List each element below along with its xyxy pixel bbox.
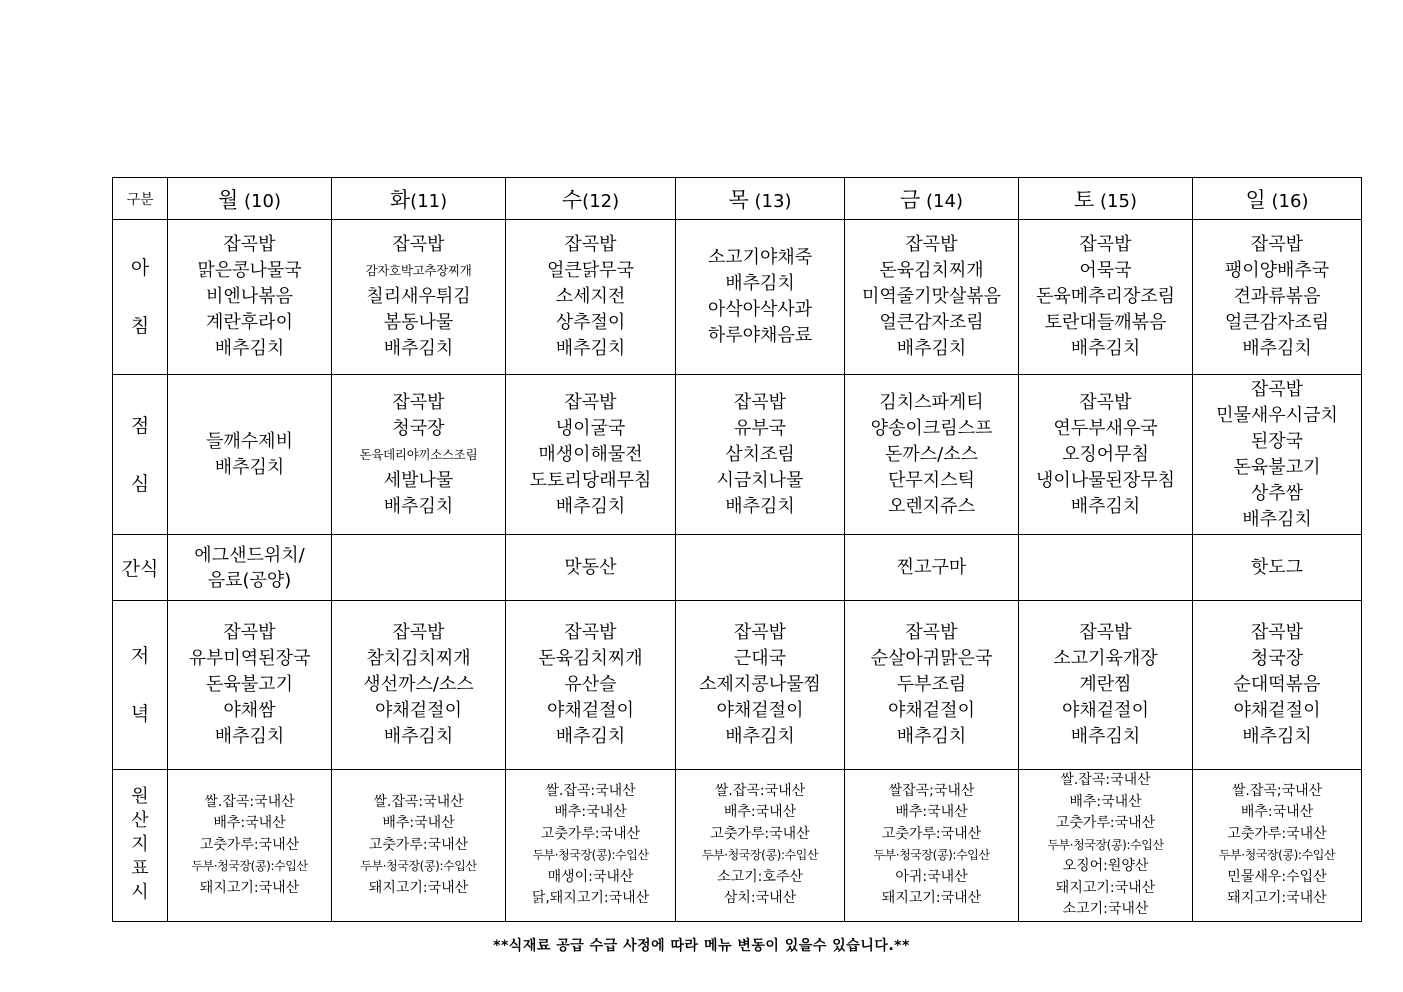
menu-item: 잡곡밥 [733,391,787,413]
menu-item: 매생이:국내산 [547,868,634,885]
origin-cell [332,770,506,922]
menu-item: 에그샌드위치/ [194,544,305,566]
menu-item: 잡곡밥 [733,622,787,643]
menu-item: 미역줄기맛살볶음 [861,286,1002,307]
menu-item: 잡곡밥 [564,622,617,643]
menu-item: 견과류볶음 [1233,286,1321,307]
menu-item: 돈육데리야끼소스조림 [359,446,478,462]
header-row [113,178,1362,220]
menu-item: 봄동나물 [383,312,454,333]
menu-item: 오징어:원양산 [1062,858,1149,874]
menu-item: 고춧가루:국내산 [1055,815,1156,831]
day-header-sat: 토 (15) [1019,178,1193,220]
dinner-label: 저 녁 [113,601,168,770]
dinner-cell [845,601,1019,770]
menu-item: 잡곡밥 [223,622,276,643]
menu-item: 순살아귀맑은국 [870,648,993,669]
menu-item: 민물새우시금치 [1216,404,1338,426]
menu-item: 핫도그 [1250,557,1304,578]
menu-item: 고춧가루:국내산 [881,825,982,842]
origin-cell [845,770,1019,922]
menu-item: 얼큰감자조림 [879,312,984,333]
menu-item: 토란대들깨볶음 [1044,312,1167,333]
lunch-cell [1019,375,1193,535]
menu-item: 매생이해물전 [538,443,643,465]
lunch-cell [168,375,332,535]
menu-item: 삼치조림 [725,443,795,465]
menu-item: 소고기야채죽 [707,247,813,268]
menu-item: 삼치:국내산 [723,890,797,907]
menu-item: 아귀:국내산 [895,868,968,885]
menu-item: 맑은콩나물국 [197,260,302,281]
menu-item: 얼큰닭무국 [547,260,634,281]
menu-item: 냉이굴국 [555,417,626,439]
menu-item: 계란후라이 [206,312,293,333]
menu-item: 배추김치 [1242,726,1312,747]
menu-item: 쌀.잡곡:국내산 [545,782,636,799]
menu-item: 잡곡밥 [905,622,958,643]
menu-item: 배추김치 [1242,338,1312,359]
menu-item: 냉이나물된장무침 [1035,469,1176,491]
menu-item: 청국장 [392,417,445,439]
menu-item: 배추김치 [555,495,626,517]
menu-item: 배추김치 [214,726,285,747]
menu-item: 배추김치 [383,726,454,747]
dinner-cell [1193,601,1362,770]
menu-item: 배추김치 [1070,495,1141,517]
snack-label: 간식 [113,535,168,601]
menu-item: 배추:국내산 [1240,804,1314,821]
lunch-cell [506,375,676,535]
menu-item: 두부·청국장(콩):수입산 [1047,837,1164,852]
dinner-cell [676,601,845,770]
menu-item: 잡곡밥 [392,622,445,643]
menu-item: 두부조림 [896,674,967,695]
menu-item: 민물새우:수입산 [1227,868,1327,885]
menu-item: 얼큰감자조림 [1224,312,1330,333]
snack-cell [1193,535,1362,601]
menu-item: 감자호박고추장찌개 [365,263,472,278]
menu-item: 돈육불고기 [1233,456,1321,478]
menu-item: 상추쌈 [1250,482,1304,504]
menu-item: 고춧가루:국내산 [199,836,300,853]
day-header-sun: 일 (16) [1193,178,1362,220]
menu-item: 쌀잡곡;국내산 [888,782,975,799]
menu-item: 배추김치 [896,726,967,747]
menu-item: 상추절이 [555,312,626,333]
menu-item: 배추:국내산 [723,804,797,821]
menu-item: 배추김치 [725,495,795,517]
menu-item: 소고기육개장 [1053,648,1158,669]
menu-item: 야채겉절이 [547,700,634,721]
menu-item: 배추:국내산 [1069,793,1142,810]
menu-item: 유부미역된장국 [188,648,311,669]
menu-item: 아삭아삭사과 [707,299,813,320]
origin-cell [1193,770,1362,922]
menu-item: 고춧가루:국내산 [540,825,641,842]
snack-cell [1019,535,1193,601]
menu-item: 돼지고기:국내산 [1227,890,1327,907]
snack-cell [506,535,676,601]
menu-item: 잡곡밥 [1079,234,1132,255]
breakfast-row [113,220,1362,375]
menu-item: 잡곡밥 [1250,234,1304,255]
weekly-menu-table [112,177,1362,922]
dinner-cell [506,601,676,770]
snack-cell [168,535,332,601]
menu-item: 두부·청국장(콩):수입산 [532,848,649,863]
menu-item: 찐고구마 [896,557,967,578]
menu-item: 양송이크림스프 [870,417,993,439]
menu-item: 야채겉절이 [888,700,975,721]
lunch-cell [1193,375,1362,535]
origin-label: 원 산 지 표 시 [113,770,168,922]
menu-item: 세발나물 [383,469,454,491]
menu-item: 배추김치 [214,338,285,359]
menu-item: 돈육메추리장조림 [1035,286,1176,307]
menu-item: 돼지고기:국내산 [368,879,469,896]
menu-item: 잡곡밥 [392,391,445,413]
menu-item: 들깨수제비 [206,430,293,452]
menu-item: 유부국 [733,417,787,439]
breakfast-cell [506,220,676,375]
menu-item: 돼지고기:국내산 [881,890,982,907]
menu-item: 청국장 [1250,648,1304,669]
day-header-thu: 목 (13) [676,178,845,220]
menu-item: 야채겉절이 [716,700,804,721]
menu-item: 소제지콩나물찜 [699,674,821,695]
menu-item: 잡곡밥 [905,234,958,255]
lunch-cell [676,375,845,535]
menu-item: 잡곡밥 [564,234,617,255]
snack-cell [676,535,845,601]
origin-row [113,770,1362,922]
menu-item: 음료(공양) [207,569,292,591]
menu-item: 쌀.잡곡:국내산 [204,793,295,810]
corner-label: 구분 [113,178,168,220]
menu-item: 배추:국내산 [895,804,968,821]
origin-cell [1019,770,1193,922]
menu-item: 시금치나물 [716,469,804,491]
menu-item: 잡곡밥 [564,391,617,413]
menu-item: 배추김치 [1070,726,1141,747]
menu-item: 돼지고기:국내산 [199,879,300,896]
menu-item: 순대떡볶음 [1233,674,1321,695]
menu-item: 잡곡밥 [1079,622,1132,643]
menu-item: 돼지고기:국내산 [1055,879,1156,896]
menu-item: 배추:국내산 [554,804,627,821]
menu-item: 쌀.잡곡:국내산 [714,782,806,799]
menu-item: 야채겉절이 [375,700,462,721]
menu-item: 오징어무침 [1062,443,1149,465]
menu-item: 김치스파게티 [879,391,984,413]
menu-item: 잡곡밥 [1079,391,1132,413]
menu-item: 두부·청국장(콩):수입산 [191,859,308,873]
menu-item: 소세지전 [555,286,626,307]
menu-item: 쌀.잡곡:국내산 [1060,772,1151,788]
menu-item: 돈육불고기 [206,674,293,695]
lunch-cell [845,375,1019,535]
menu-item: 야채겉절이 [1062,700,1149,721]
menu-item: 돈육김치찌개 [879,260,984,281]
menu-item: 참치김치찌개 [366,648,471,669]
snack-cell [845,535,1019,601]
footer-notice: **식재료 공급 수급 사정에 따라 메뉴 변동이 있을수 있습니다.** [493,938,910,954]
menu-item: 연두부새우국 [1053,417,1158,439]
lunch-row [113,375,1362,535]
menu-item: 도토리당래무침 [529,469,652,491]
menu-item: 배추김치 [383,338,454,359]
menu-item: 근대국 [733,648,787,669]
menu-item: 두부·청국장(콩):수입산 [701,848,819,863]
menu-item: 배추김치 [555,726,626,747]
breakfast-label: 아 침 [113,220,168,375]
day-header-tue: 화(11) [332,178,506,220]
menu-item: 칠리새우튀김 [366,286,471,307]
menu-item: 두부·청국장(콩):수입산 [1218,848,1336,863]
origin-cell [168,770,332,922]
day-header-wed: 수(12) [506,178,676,220]
menu-item: 맛동산 [564,557,617,578]
breakfast-cell [168,220,332,375]
menu-item: 야채쌈 [223,700,276,721]
menu-item: 돈육김치찌개 [538,648,643,669]
menu-item: 쌀.잡곡;국내산 [1231,782,1323,799]
menu-item: 배추김치 [896,338,967,359]
lunch-cell [332,375,506,535]
menu-item: 팽이양배추국 [1224,260,1330,281]
menu-item: 배추김치 [725,726,795,747]
menu-item: 잡곡밥 [223,234,276,255]
origin-cell [506,770,676,922]
menu-item: 하루야채음료 [707,325,813,346]
menu-item: 비엔나볶음 [206,286,293,307]
menu-item: 고춧가루:국내산 [710,825,810,842]
menu-item: 계란찜 [1079,674,1132,695]
dinner-cell [332,601,506,770]
menu-item: 유산슬 [564,674,617,695]
menu-item: 배추:국내산 [382,815,455,831]
breakfast-cell [845,220,1019,375]
menu-item: 닭,돼지고기:국내산 [531,890,650,907]
menu-item: 돈까스/소스 [884,443,978,465]
menu-item: 배추김치 [214,456,285,478]
menu-item: 배추:국내산 [213,815,286,831]
breakfast-cell [1019,220,1193,375]
menu-item: 두부·청국장(콩):수입산 [873,848,990,863]
day-header-mon: 월 (10) [168,178,332,220]
breakfast-cell [1193,220,1362,375]
menu-item: 어묵국 [1079,260,1132,281]
menu-item: 야채겉절이 [1233,700,1321,721]
dinner-cell [168,601,332,770]
day-header-fri: 금 (14) [845,178,1019,220]
menu-item: 생선까스/소스 [363,674,474,695]
breakfast-cell [332,220,506,375]
breakfast-cell [676,220,845,375]
menu-item: 오렌지쥬스 [888,495,975,517]
menu-item: 배추김치 [1070,338,1141,359]
menu-item: 잡곡밥 [1250,622,1304,643]
menu-item: 잡곡밥 [392,234,445,255]
menu-item: 배추김치 [1242,508,1312,530]
dinner-cell [1019,601,1193,770]
menu-item: 잡곡밥 [1250,378,1304,400]
menu-item: 쌀.잡곡:국내산 [373,793,464,810]
menu-item: 배추김치 [383,495,454,517]
origin-cell [676,770,845,922]
menu-item: 단무지스틱 [888,469,975,491]
lunch-label: 점 심 [113,375,168,535]
snack-row [113,535,1362,601]
menu-item: 두부·청국장(콩):수입산 [360,859,477,873]
menu-item: 고춧가루:국내산 [1227,825,1327,842]
menu-item: 소고기:호주산 [717,868,803,885]
menu-item: 고춧가루:국내산 [368,836,469,853]
menu-item: 소고기:국내산 [1062,901,1149,917]
menu-item: 된장국 [1250,430,1304,452]
menu-item: 배추김치 [555,338,626,359]
dinner-row [113,601,1362,770]
snack-cell [332,535,506,601]
menu-item: 배추김치 [725,273,795,294]
